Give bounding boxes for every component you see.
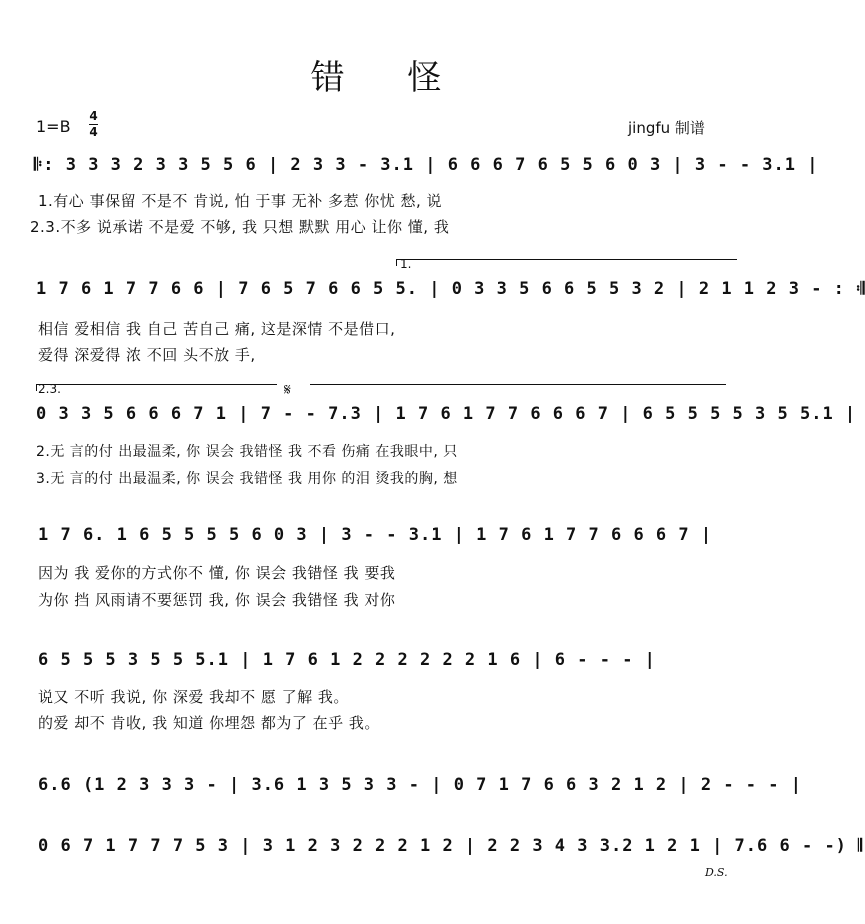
lyric-line-2-verse-2: 爱得 深爱得 浓 不回 头不放 手, xyxy=(38,346,256,364)
lyric-line-4-verse-2: 因为 我 爱你的方式你不 懂, 你 误会 我错怪 我 要我 xyxy=(38,564,396,582)
notation-line-6: 6.6 (1 2 3 3 3 - | 3.6 1 3 5 3 3 - | 0 7 1 7 6 6 3 2 1 2 | 2 - - - | xyxy=(38,775,802,795)
song-title: 错 怪 xyxy=(310,58,468,98)
volta-23-label: 2.3. xyxy=(38,382,61,396)
key-signature: 1=B xyxy=(36,117,71,136)
lyric-line-1-verse-1: 1.有心 事保留 不是不 肯说, 怕 于事 无补 多惹 你忧 愁, 说 xyxy=(38,192,443,210)
lyric-line-3-verse-3: 3.无 言的付 出最温柔, 你 误会 我错怪 我 用你 的泪 烫我的胸, 想 xyxy=(36,471,458,487)
transcriber-credit: jingfu 制谱 xyxy=(628,119,705,137)
notation-line-1: 𝄆: 3 3 3 2 3 3 5 5 6 | 2 3 3 - 3.1 | 6 6 6 7 6 5 5 6 0 3 | 3 - - 3.1 | xyxy=(34,155,819,175)
lyric-line-3-verse-2: 2.无 言的付 出最温柔, 你 误会 我错怪 我 不看 伤痛 在我眼中, 只 xyxy=(36,444,458,460)
lyric-line-5-verse-3: 的爱 却不 肯收, 我 知道 你埋怨 都为了 在乎 我。 xyxy=(38,714,380,732)
volta-1-bracket xyxy=(396,259,737,266)
volta-1-label: 1. xyxy=(400,257,412,271)
lyric-line-2-verse-1: 相信 爱相信 我 自己 苦自己 痛, 这是深情 不是借口, xyxy=(38,320,396,338)
segno-sign: 𝄋 xyxy=(284,380,291,399)
notation-line-5: 6 5 5 5 3 5 5 5.1 | 1 7 6 1 2 2 2 2 2 2 1 6 | 6 - - - | xyxy=(38,650,656,670)
notation-line-2: 1 7 6 1 7 7 6 6 | 7 6 5 7 6 6 5 5. | 0 3 3 5 6 6 5 5 3 2 | 2 1 1 2 3 - : 𝄇 xyxy=(36,279,865,299)
lyric-line-4-verse-3: 为你 挡 风雨请不要惩罚 我, 你 误会 我错怪 我 对你 xyxy=(38,591,396,609)
volta-23-bracket xyxy=(36,384,277,391)
time-signature-bottom: 4 xyxy=(89,125,98,139)
notation-line-7: 0 6 7 1 7 7 7 5 3 | 3 1 2 3 2 2 2 1 2 | 2 2 3 4 3 3.2 1 2 1 | 7.6 6 - -) 𝄂 xyxy=(38,836,863,856)
time-signature xyxy=(89,110,98,139)
lyric-line-5-verse-2: 说又 不听 我说, 你 深爱 我却不 愿 了解 我。 xyxy=(38,688,349,706)
lyric-line-1-verse-2: 2.3.不多 说承诺 不是爱 不够, 我 只想 默默 用心 让你 懂, 我 xyxy=(30,218,450,236)
dal-segno-mark: D.S. xyxy=(705,866,728,879)
volta-continuation-line xyxy=(310,384,726,385)
time-signature-top: 4 xyxy=(89,109,98,123)
notation-line-3: 0 3 3 5 6 6 6 7 1 | 7 - - 7.3 | 1 7 6 1 7 7 6 6 6 7 | 6 5 5 5 5 3 5 5.1 | xyxy=(36,404,857,424)
notation-line-4: 1 7 6. 1 6 5 5 5 5 6 0 3 | 3 - - 3.1 | 1 7 6 1 7 7 6 6 6 7 | xyxy=(38,525,713,545)
